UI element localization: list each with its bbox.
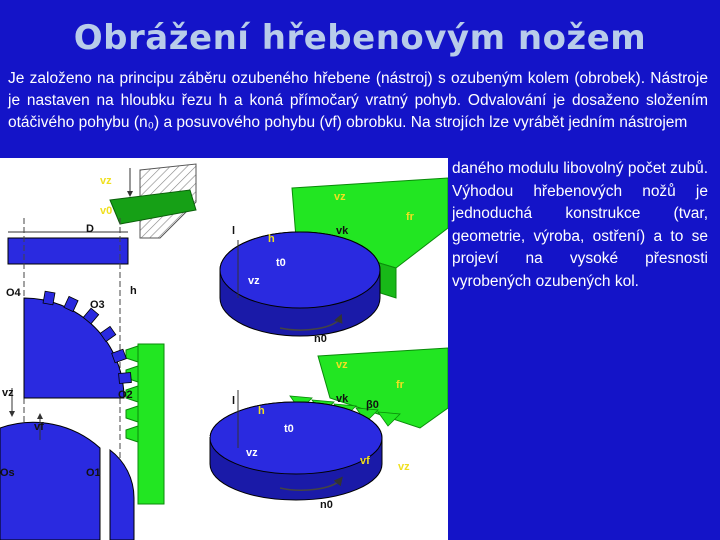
label-vf-rack-lower: vf <box>360 455 370 467</box>
label-h-upper: h <box>268 233 275 245</box>
label-vz-lower: vz <box>336 359 348 371</box>
label-vz-top: vz <box>100 175 112 187</box>
rack-cutter-diagram <box>0 158 448 540</box>
label-vz-gear-lower: vz <box>246 447 258 459</box>
label-vk-upper: vk <box>336 225 349 237</box>
label-vz-left: vz <box>2 387 14 399</box>
label-beta0-lower: β0 <box>366 399 379 411</box>
label-vz-upper: vz <box>334 191 346 203</box>
label-D: D <box>86 223 94 235</box>
label-vz-rack-lower: vz <box>398 461 410 473</box>
label-vf-left: vf <box>34 421 44 433</box>
label-O2: O2 <box>118 389 133 401</box>
label-vz-gear-upper: vz <box>248 275 260 287</box>
label-v0-top: v0 <box>100 205 113 217</box>
label-t0-upper: t0 <box>276 257 286 269</box>
label-O4: O4 <box>6 287 21 299</box>
label-O1: O1 <box>86 467 101 479</box>
label-fr-lower: fr <box>396 379 404 391</box>
label-l-lower: l <box>232 395 236 407</box>
intro-paragraph: Je založeno na principu záběru ozubeného hřebene (nástroj) s ozubeným kolem (obrobek). Nástroje je nastaven na hloubku řezu h a koná přímočarý vratný pohyb. Odvalování je dosaženo složením otáčivého pohybu (n₀) a posuvového pohybu (vf) obrobku. Na strojích lze vyrábět jedním nástrojem <box>8 70 708 131</box>
label-l-upper: l <box>232 225 236 237</box>
label-vf-upper: vf <box>200 265 210 277</box>
label-Os: Os <box>0 467 15 479</box>
label-O3: O3 <box>90 299 105 311</box>
slide-title: Obrážení hřebenovým nožem <box>73 18 647 58</box>
label-t0-lower: t0 <box>284 423 294 435</box>
workpiece-top-view <box>8 238 128 264</box>
label-fr-upper: fr <box>406 211 414 223</box>
label-n0-upper: n0 <box>314 333 327 345</box>
label-n0-lower: n0 <box>320 499 333 511</box>
label-vk-lower: vk <box>336 393 349 405</box>
label-h-lower: h <box>258 405 265 417</box>
label-vf-lower: vf <box>200 433 210 445</box>
side-paragraph: daného modulu libovolný počet zubů. Výhodou hřebenových nožů je jednoduchá konstrukce (tvar, geometrie, výroba, ostření) a to se projeví na vysoké přesnosti vyrobených ozubených kol. <box>452 160 708 290</box>
label-h-left: h <box>130 285 137 297</box>
